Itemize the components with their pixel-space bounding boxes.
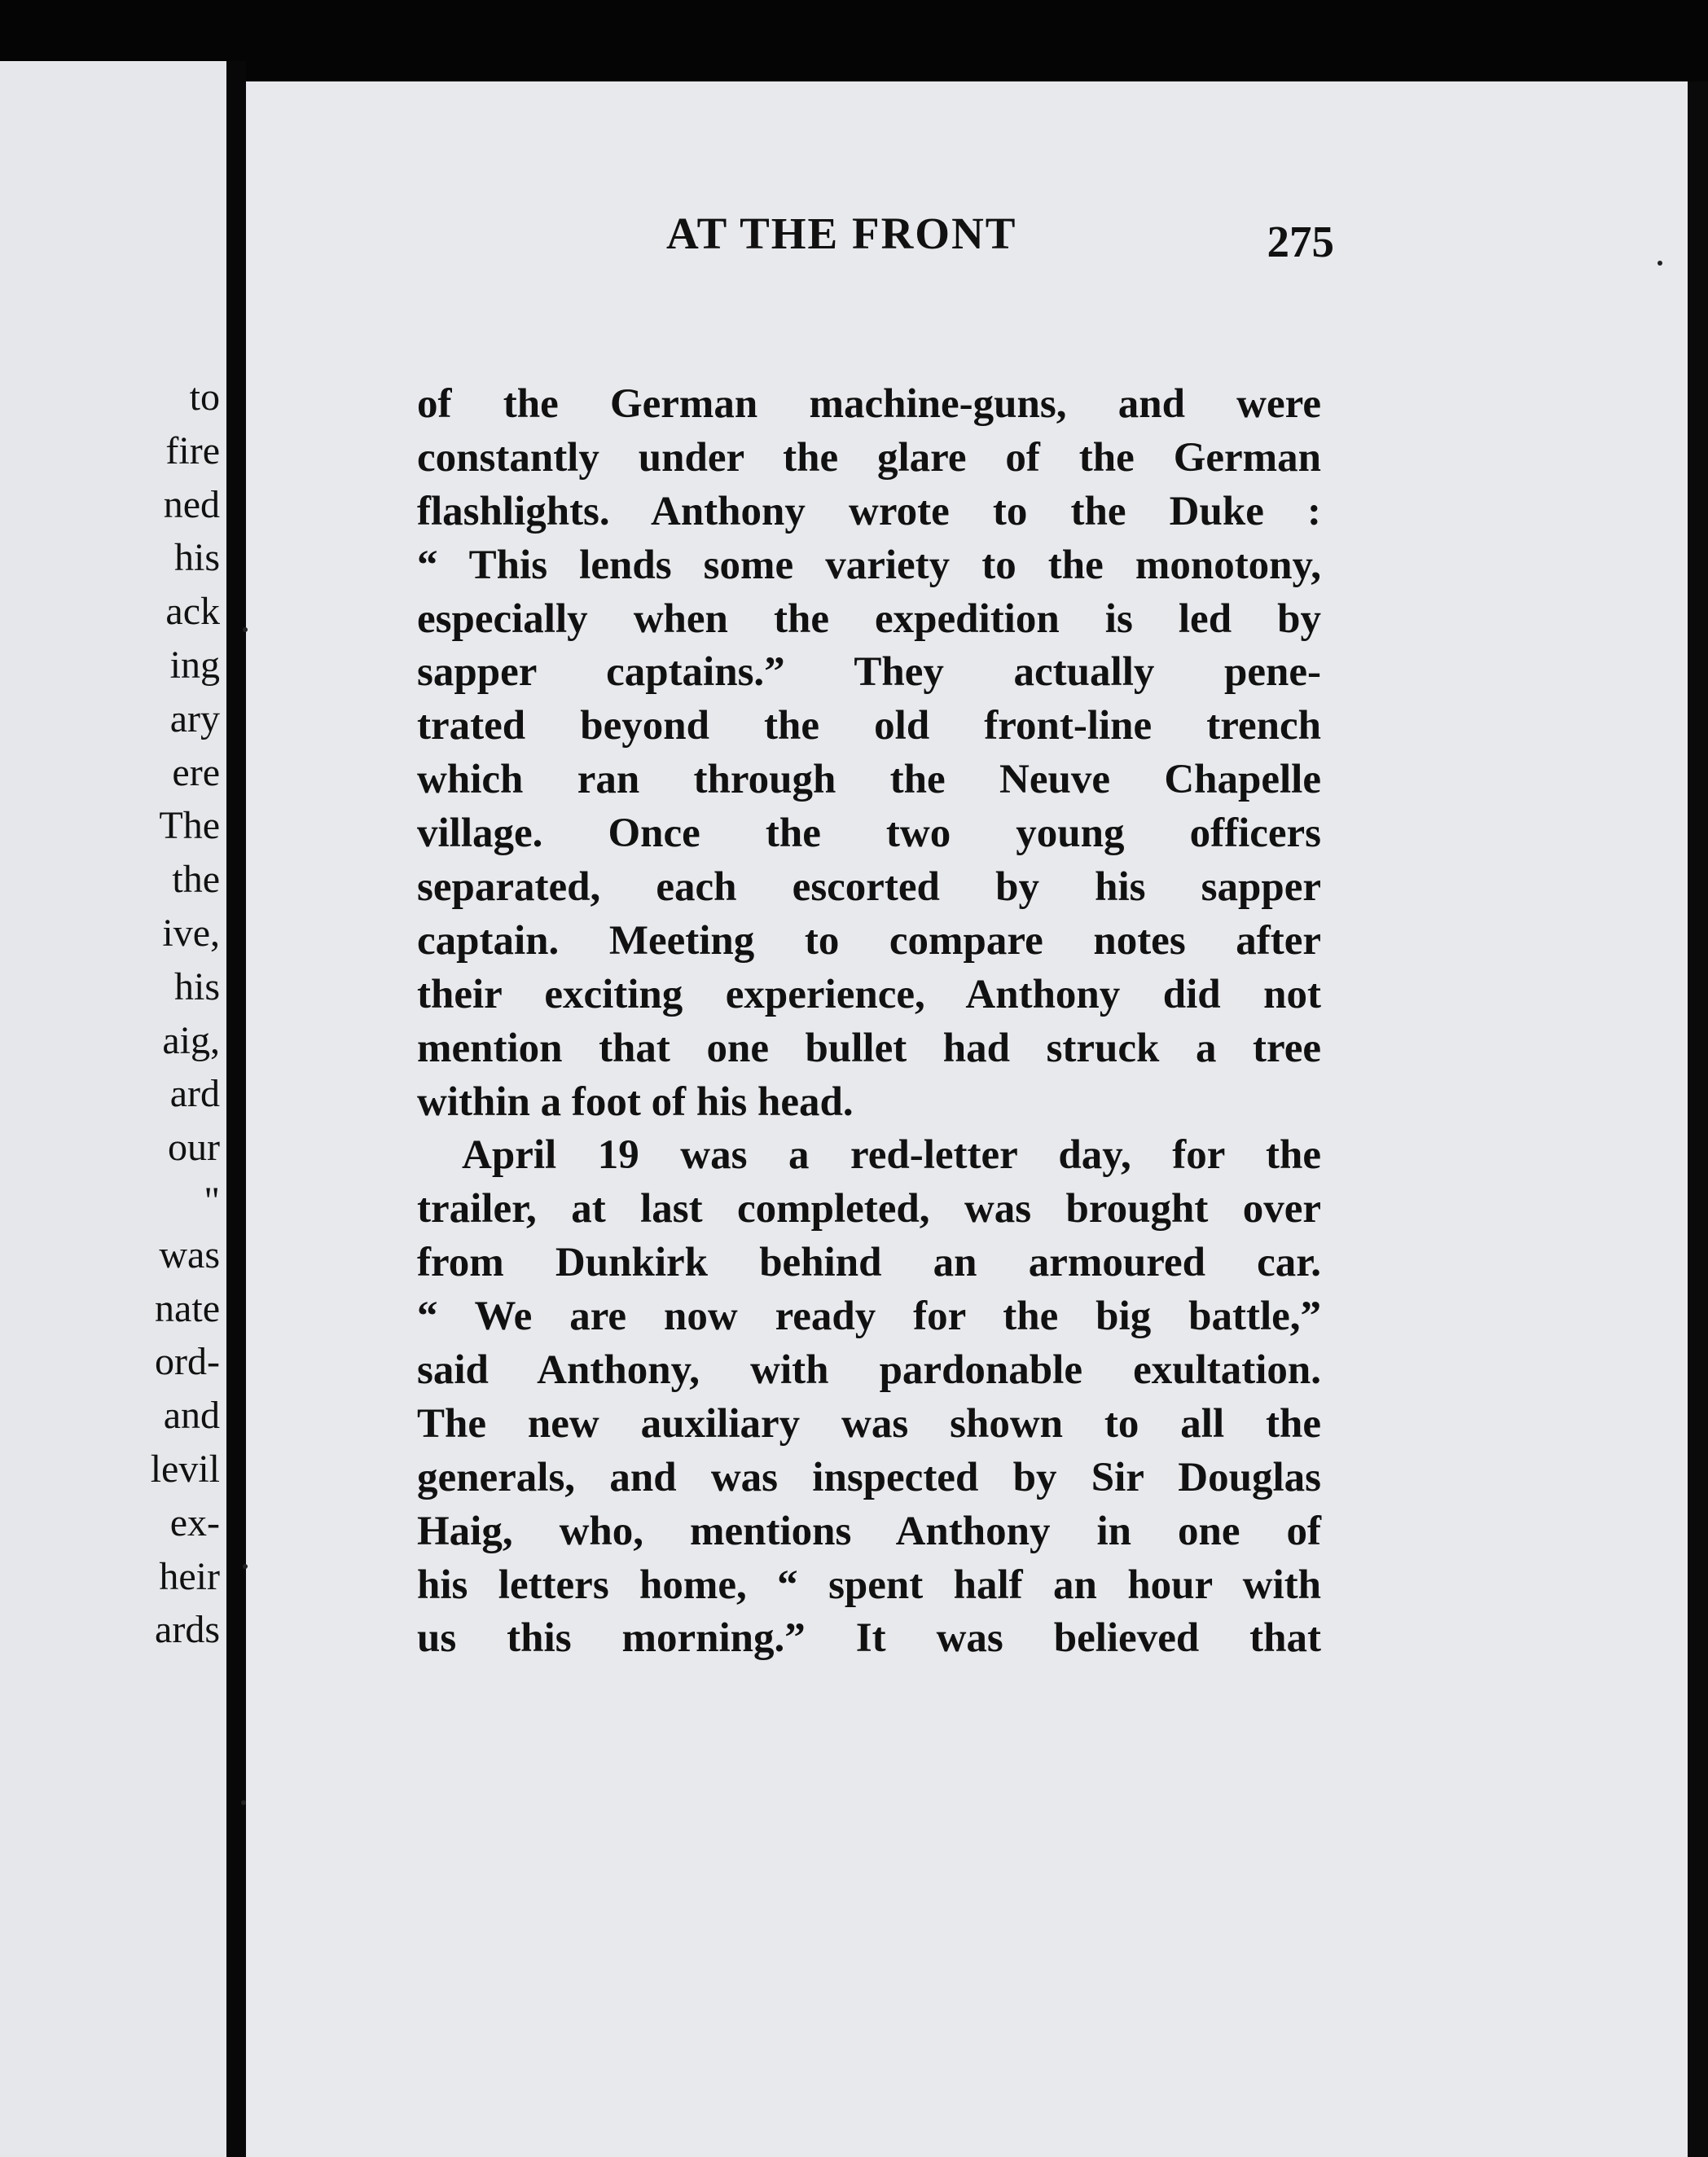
left-fragment: ere: [172, 750, 220, 794]
left-fragment: heir: [159, 1554, 220, 1598]
left-fragment: ive,: [162, 911, 220, 955]
text-line: “ We are now ready for the big battle,”: [417, 1294, 1321, 1340]
left-page-text-fragments: [151, 371, 220, 1657]
text-line: their exciting experience, Anthony did not: [417, 971, 1321, 1017]
text-line: The new auxiliary was shown to all the: [417, 1400, 1321, 1447]
left-fragment: to: [189, 376, 220, 419]
page-header: [422, 208, 1334, 273]
text-line: his letters home, “ spent half an hour with: [417, 1562, 1321, 1608]
left-fragment: aig,: [162, 1018, 220, 1062]
text-line: flashlights. Anthony wrote to the Duke :: [417, 488, 1321, 534]
left-fragment: ex-: [169, 1500, 220, 1544]
scan-speck: [243, 627, 248, 632]
left-fragment: his: [173, 536, 220, 580]
text-line: Haig, who, mentions Anthony in one of: [417, 1508, 1321, 1554]
scan-speck: [243, 1564, 248, 1569]
right-page-edge: [1688, 81, 1708, 2157]
text-line: especially when the expedition is led by: [417, 595, 1321, 642]
page-number: 275: [1267, 217, 1334, 266]
book-gutter: [226, 61, 246, 2157]
left-fragment: ary: [169, 696, 220, 740]
text-line: within a foot of his head.: [417, 1078, 854, 1125]
text-line: constantly under the glare of the German: [417, 434, 1321, 481]
page-body-text: [417, 378, 1321, 1666]
text-line: captain. Meeting to compare notes after: [417, 917, 1321, 964]
left-fragment: ": [204, 1179, 220, 1223]
text-line: village. Once the two young officers: [417, 811, 1321, 857]
left-fragment: ned: [163, 482, 220, 526]
left-fragment: nate: [155, 1286, 220, 1330]
text-line: separated, each escorted by his sapper: [417, 864, 1321, 911]
text-line: trated beyond the old front-line trench: [417, 703, 1321, 749]
left-fragment: fire: [165, 428, 220, 472]
text-line: of the German machine-guns, and were: [417, 381, 1321, 427]
left-fragment: ord-: [155, 1340, 220, 1384]
left-fragment: our: [168, 1126, 220, 1170]
left-facing-page: [0, 61, 226, 2157]
text-line: mention that one bullet had struck a tree: [417, 1025, 1321, 1071]
left-fragment: The: [159, 804, 220, 848]
text-line: sapper captains.” They actually pene-: [417, 649, 1321, 696]
text-line: “ This lends some variety to the monotony,: [417, 542, 1321, 588]
text-line: said Anthony, with pardonable exultation.: [417, 1347, 1321, 1394]
running-head: AT THE FRONT: [666, 209, 1017, 258]
text-line: from Dunkirk behind an armoured car.: [417, 1240, 1321, 1286]
text-line: which ran through the Neuve Chapelle: [417, 757, 1321, 803]
text-line: us this morning.” It was believed that: [417, 1615, 1321, 1662]
left-fragment: ard: [169, 1072, 220, 1116]
left-fragment: his: [173, 964, 220, 1008]
scan-speck: [241, 1800, 246, 1805]
left-fragment: ing: [169, 643, 220, 687]
left-fragment: ards: [155, 1608, 220, 1652]
left-fragment: was: [159, 1232, 220, 1276]
scan-speck: [1658, 261, 1662, 266]
left-fragment: ack: [165, 590, 220, 634]
text-line: April 19 was a red-letter day, for the: [462, 1132, 1321, 1179]
left-fragment: levil: [150, 1447, 220, 1491]
left-fragment: and: [163, 1394, 220, 1438]
left-fragment: the: [172, 858, 220, 902]
text-line: generals, and was inspected by Sir Douglas: [417, 1454, 1321, 1500]
text-line: trailer, at last completed, was brought over: [417, 1186, 1321, 1232]
